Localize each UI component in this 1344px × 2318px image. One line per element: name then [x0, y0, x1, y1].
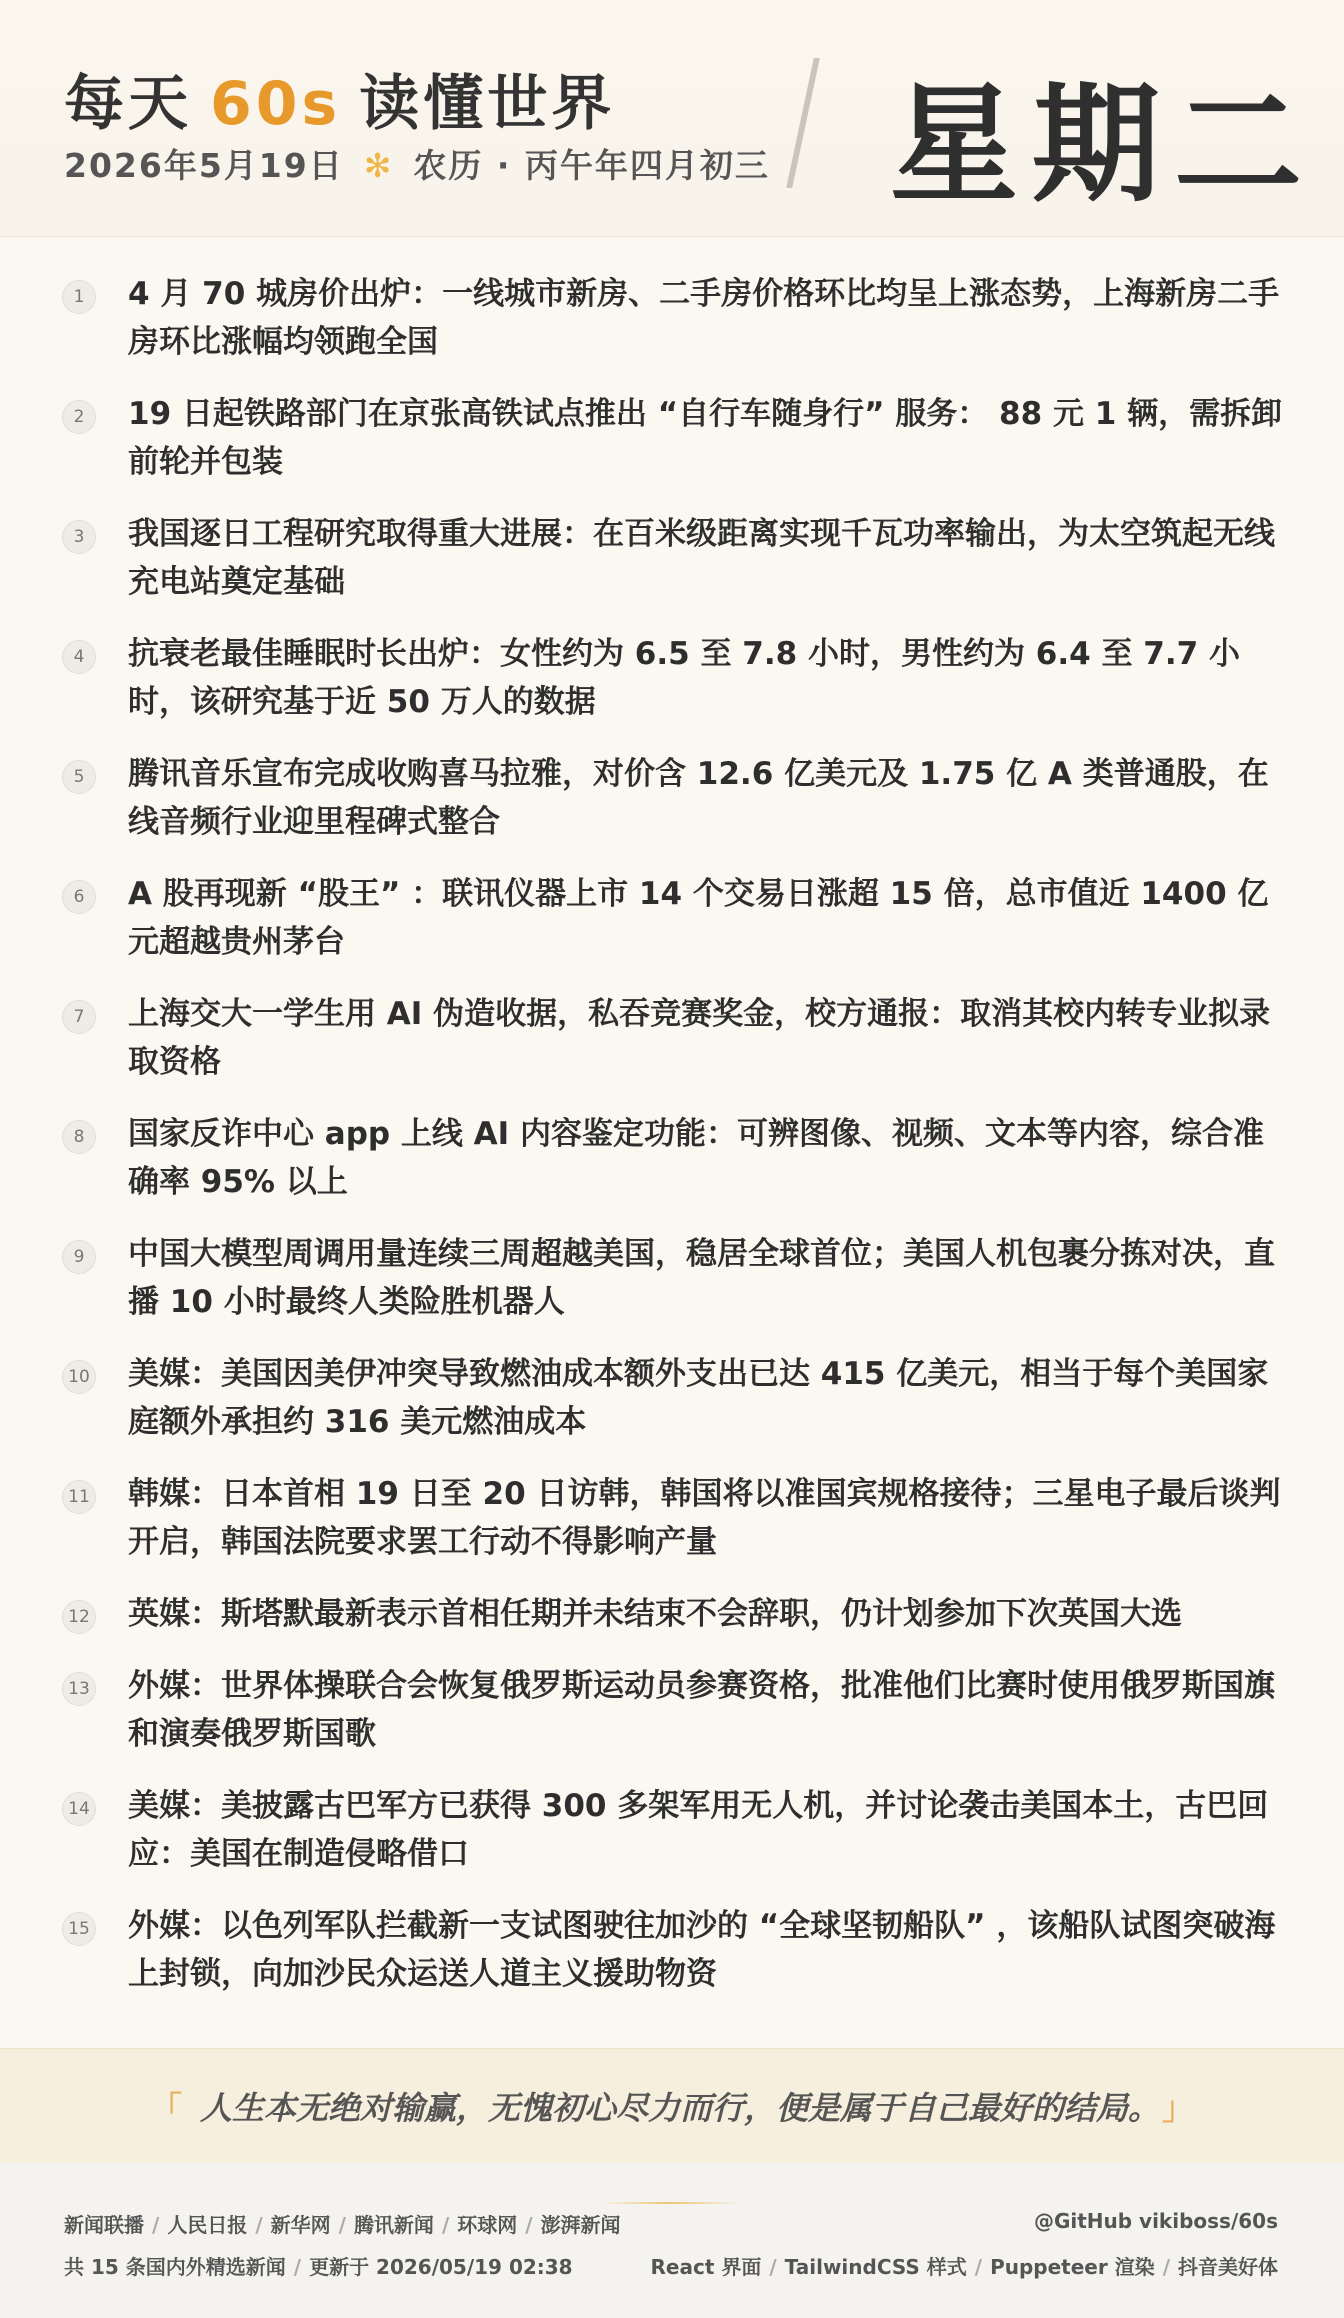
quote-text: 人生本无绝对输赢，无愧初心尽力而行，便是属于自己最好的结局。 [199, 2089, 1144, 2127]
tech-item: TailwindCSS 样式 [784, 2255, 967, 2279]
news-item [0, 270, 1344, 366]
source-item: 环球网 [457, 2213, 518, 2237]
news-item [0, 870, 1344, 966]
tech-item: 抖音美好体 [1178, 2255, 1278, 2279]
news-number: 6 [62, 880, 96, 914]
header [0, 0, 1344, 237]
quote-close-mark: 」 [1162, 2089, 1195, 2127]
news-number: 8 [62, 1120, 96, 1154]
dateline [64, 140, 770, 187]
separator: / [152, 2213, 160, 2237]
news-number: 9 [62, 1240, 96, 1274]
source-item: 腾讯新闻 [353, 2213, 434, 2237]
news-number: 5 [62, 760, 96, 794]
news-number: 15 [62, 1912, 96, 1946]
news-text: 韩媒：日本首相 19 日至 20 日访韩，韩国将以准国宾规格接待；三星电子最后谈判开启，韩国法院要求罢工行动不得影响产量 [128, 1476, 1281, 1560]
news-item [0, 1782, 1344, 1878]
separator: / [974, 2255, 983, 2279]
daily-quote [0, 2048, 1344, 2164]
quote-open-mark: 「 [149, 2089, 182, 2127]
separator: / [255, 2213, 263, 2237]
news-item [0, 630, 1344, 726]
separator: / [293, 2255, 302, 2279]
news-text: 上海交大一学生用 AI 伪造收据，私吞竞赛奖金，校方通报：取消其校内转专业拟录取资格 [128, 996, 1271, 1080]
news-number: 14 [62, 1792, 96, 1826]
news-text: 中国大模型周调用量连续三周超越美国，稳居全球首位；美国人机包裹分拣对决，直播 10 小时最终人类险胜机器人 [128, 1236, 1275, 1320]
source-item: 新闻联播 [64, 2213, 144, 2237]
news-item [0, 1350, 1344, 1446]
source-item: 新华网 [270, 2213, 331, 2237]
news-text: 外媒：世界体操联合会恢复俄罗斯运动员参赛资格，批准他们比赛时使用俄罗斯国旗和演奏俄罗斯国歌 [128, 1668, 1275, 1752]
news-number: 10 [62, 1360, 96, 1394]
news-stats [64, 2251, 573, 2280]
divider-slash [786, 58, 820, 188]
news-item [0, 1470, 1344, 1566]
solar-date: 2026年5月19日 [64, 146, 344, 185]
news-sources [64, 2209, 621, 2238]
news-text: 美媒：美国因美伊冲突导致燃油成本额外支出已达 415 亿美元，相当于每个美国家庭额外承担约 316 美元燃油成本 [128, 1356, 1269, 1440]
separator: / [525, 2213, 533, 2237]
news-list [0, 270, 1344, 2022]
tech-item: React 界面 [650, 2255, 762, 2279]
updated-time: 更新于 2026/05/19 02:38 [309, 2255, 573, 2279]
news-text: 腾讯音乐宣布完成收购喜马拉雅，对价含 12.6 亿美元及 1.75 亿 A 类普通股，在线音频行业迎里程碑式整合 [128, 756, 1269, 840]
news-text: 外媒：以色列军队拦截新一支试图驶往加沙的 “全球坚韧船队” ，该船队试图突破海上封锁，向加沙民众运送人道主义援助物资 [128, 1908, 1276, 1992]
news-item [0, 750, 1344, 846]
news-text: 国家反诈中心 app 上线 AI 内容鉴定功能：可辨图像、视频、文本等内容，综合准确率 95% 以上 [128, 1116, 1264, 1200]
source-item: 人民日报 [167, 2213, 248, 2237]
news-number: 3 [62, 520, 96, 554]
news-item [0, 990, 1344, 1086]
brand-prefix: 每天 [64, 69, 192, 139]
news-text: 英媒：斯塔默最新表示首相任期并未结束不会辞职，仍计划参加下次英国大选 [128, 1596, 1182, 1632]
news-number: 12 [62, 1600, 96, 1634]
footer-glow-line [600, 2202, 740, 2204]
brand-accent: 60s [210, 69, 342, 139]
news-text: 19 日起铁路部门在京张高铁试点推出 “自行车随身行” 服务： 88 元 1 辆，需拆卸前轮并包装 [128, 396, 1283, 480]
news-item [0, 1902, 1344, 1998]
weekday: 星期二 [890, 71, 1317, 220]
news-item [0, 1662, 1344, 1758]
separator: / [338, 2213, 346, 2237]
news-text: 4 月 70 城房价出炉：一线城市新房、二手房价格环比均呈上涨态势，上海新房二手房环比涨幅均领跑全国 [128, 276, 1280, 360]
source-item: 澎湃新闻 [540, 2213, 621, 2237]
lunar-date: 农历 · 丙午年四月初三 [413, 146, 770, 185]
news-text: 抗衰老最佳睡眠时长出炉：女性约为 6.5 至 7.8 小时，男性约为 6.4 至 7.7 小时，该研究基于近 50 万人的数据 [128, 636, 1241, 720]
news-number: 2 [62, 400, 96, 434]
quote-line [0, 2083, 1344, 2129]
separator: / [769, 2255, 777, 2279]
news-text: 我国逐日工程研究取得重大进展：在百米级距离实现千瓦功率输出，为太空筑起无线充电站奠定基础 [128, 516, 1275, 600]
brand-title [64, 56, 615, 142]
footer [0, 2163, 1344, 2318]
separator: / [1162, 2255, 1170, 2279]
github-credit: @GitHub vikiboss/60s [1033, 2209, 1278, 2233]
separator: / [441, 2213, 450, 2237]
news-count: 共 15 条国内外精选新闻 [64, 2255, 286, 2279]
news-number: 13 [62, 1672, 96, 1706]
news-item [0, 1110, 1344, 1206]
news-item [0, 1230, 1344, 1326]
news-number: 1 [62, 280, 96, 314]
sun-icon: ✻ [363, 146, 394, 185]
tech-credits [651, 2251, 1278, 2280]
tech-item: Puppeteer 渲染 [990, 2255, 1155, 2279]
news-text: A 股再现新 “股王” ：联讯仪器上市 14 个交易日涨超 15 倍，总市值近 1400 亿元超越贵州茅台 [128, 876, 1269, 960]
news-text: 美媒：美披露古巴军方已获得 300 多架军用无人机，并讨论袭击美国本土，古巴回应：美国在制造侵略借口 [128, 1788, 1269, 1872]
news-number: 7 [62, 1000, 96, 1034]
news-item [0, 1590, 1344, 1638]
news-item [0, 390, 1344, 486]
news-item [0, 510, 1344, 606]
brand-suffix: 读懂世界 [359, 69, 616, 139]
news-number: 4 [62, 640, 96, 674]
news-number: 11 [62, 1480, 96, 1514]
